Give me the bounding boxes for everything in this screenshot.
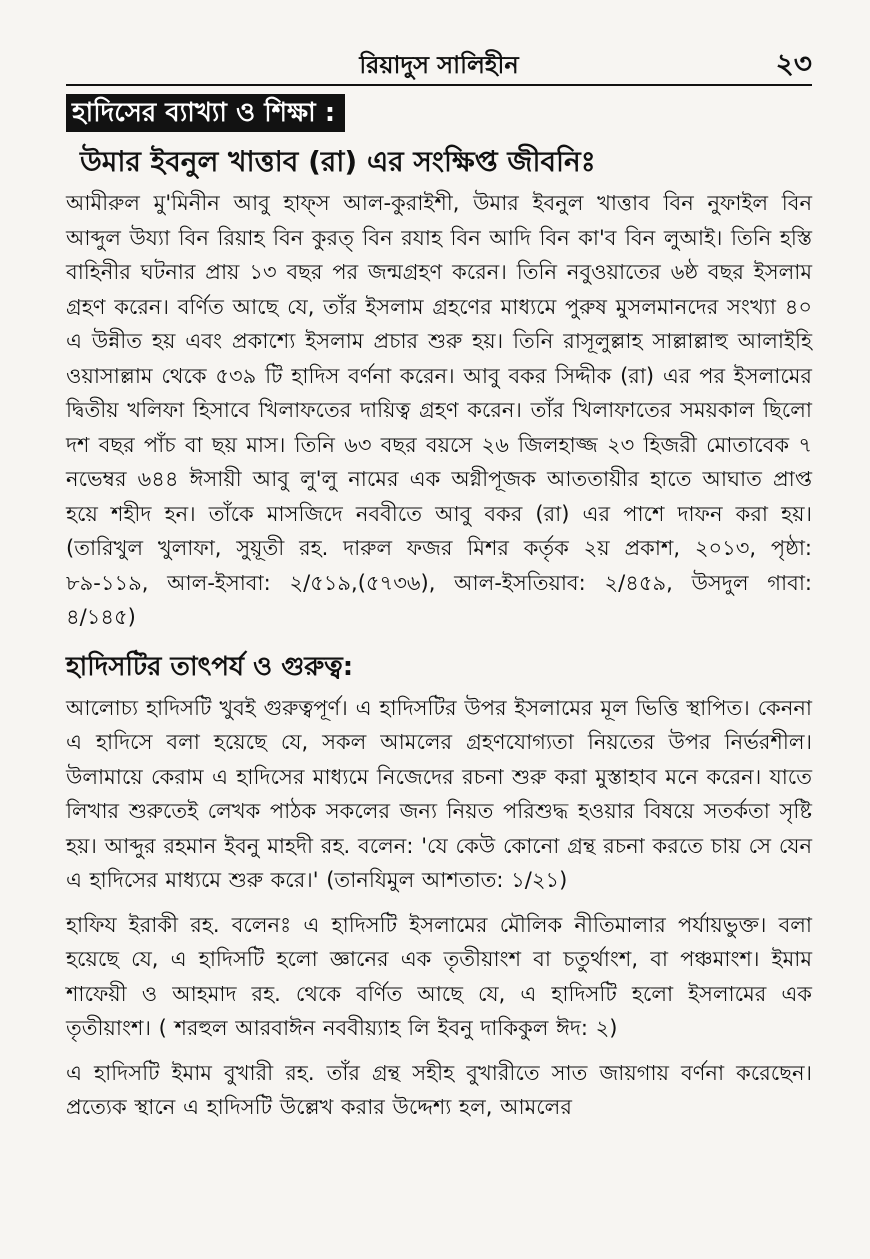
running-title: রিয়াদুস সালিহীন — [359, 51, 519, 79]
biography-heading: উমার ইবনুল খাত্তাব (রা) এর সংক্ষিপ্ত জীবনিঃ — [80, 145, 596, 178]
importance-paragraph-2: হাফিয ইরাকী রহ. বলেনঃ এ হাদিসটি ইসলামের মৌলিক নীতিমালার পর্যায়ভুক্ত। বলা হয়েছে যে, এ হাদিসটি হলো জ্ঞানের এক তৃতীয়াংশ বা চতুর্থাংশ, বা পঞ্চমাংশ। ইমাম শাফেয়ী ও আহমাদ রহ. থেকে বর্ণিত আছে যে, এ হাদিসটি হলো ইসলামের এক তৃতীয়াংশ। ( শরহুল আরবাঈন নববীয়্যাহ লি ইবনু দাকিকুল ঈদ: ২) — [66, 912, 812, 1040]
importance-heading: হাদিসটির তাৎপর্য ও গুরুত্ব: — [66, 651, 354, 682]
importance-paragraph-1: আলোচ্য হাদিসটি খুবই গুরুত্বপূর্ণ। এ হাদিসটির উপর ইসলামের মূল ভিত্তি স্থাপিত। কেননা এ হাদিসে বলা হয়েছে যে, সকল আমলের গ্রহণযোগ্যতা নিয়তের উপর নির্ভরশীল। উলামায়ে কেরাম এ হাদিসের মাধ্যমে নিজেদের রচনা শুরু করা মুস্তাহাব মনে করেন। যাতে লিখার শুরুতেই লেখক পাঠক সকলের জন্য নিয়ত পরিশুদ্ধ হওয়ার বিষয়ে সতর্কতা সৃষ্টি হয়। আব্দুর রহমান ইবনু মাহদী রহ. বলেন: 'যে কেউ কোনো গ্রন্থ রচনা করতে চায় সে যেন এ হাদিসের মাধ্যমে শুরু করে।' (তানযিমুল আশতাত: ১/২১) — [66, 695, 812, 892]
page-number: ২৩ — [775, 47, 812, 80]
importance-paragraph-3: এ হাদিসটি ইমাম বুখারী রহ. তাঁর গ্রন্থ সহীহ বুখারীতে সাত জায়গায় বর্ণনা করেছেন। প্রত্যেক স্থানে এ হাদিসটি উল্লেখ করার উদ্দেশ্য হল, আমলের — [66, 1060, 812, 1119]
biography-paragraph: আমীরুল মু'মিনীন আবু হাফ্স আল-কুরাইশী, উমার ইবনুল খাত্তাব বিন নুফাইল বিন আব্দুল উয্যা বিন রিয়াহ বিন কুরত্ বিন রযাহ বিন আদি বিন কা'ব বিন লুআই। তিনি হস্তি বাহিনীর ঘটনার প্রায় ১৩ বছর পর জন্মগ্রহণ করেন। তিনি নবুওয়াতের ৬ষ্ঠ বছর ইসলাম গ্রহণ করেন। বর্ণিত আছে যে, তাঁর ইসলাম গ্রহণের মাধ্যমে পুরুষ মুসলমানদের সংখ্যা ৪০ এ উন্নীত হয় এবং প্রকাশ্যে ইসলাম প্রচার শুরু হয়। তিনি রাসূলুল্লাহ সাল্লাল্লাহু আলাইহি ওয়াসাল্লাম থেকে ৫৩৯ টি হাদিস বর্ণনা করেন। আবু বকর সিদ্দীক (রা) এর পর ইসলামের দ্বিতীয় খলিফা হিসাবে খিলাফতের দায়িত্ব গ্রহণ করেন। তাঁর খিলাফাতের সময়কাল ছিলো দশ বছর পাঁচ বা ছয় মাস। তিনি ৬৩ বছর বয়সে ২৬ জিলহাজ্জ ২৩ হিজরী মোতাবেক ৭ নভেম্বর ৬৪৪ ঈসায়ী আবু লু'লু নামের এক অগ্নীপূজক আততায়ীর হাতে আঘাত প্রাপ্ত হয়ে শহীদ হন। তাঁকে মাসজিদে নববীতে আবু বকর (রা) এর পাশে দাফন করা হয়। (তারিখুল খুলাফা, সুয়ূতী রহ. দারুল ফজর মিশর কর্তৃক ২য় প্রকাশ, ২০১৩, পৃষ্ঠা: ৮৯-১১৯, আল-ইসাবা: ২/৫১৯,(৫৭৩৬), আল-ইসতিয়াব: ২/৪৫৯, উসদুল গাবা: ৪/১৪৫) — [66, 191, 812, 629]
running-header — [66, 0, 812, 86]
section-banner: হাদিসের ব্যাখ্যা ও শিক্ষা : — [66, 94, 345, 132]
